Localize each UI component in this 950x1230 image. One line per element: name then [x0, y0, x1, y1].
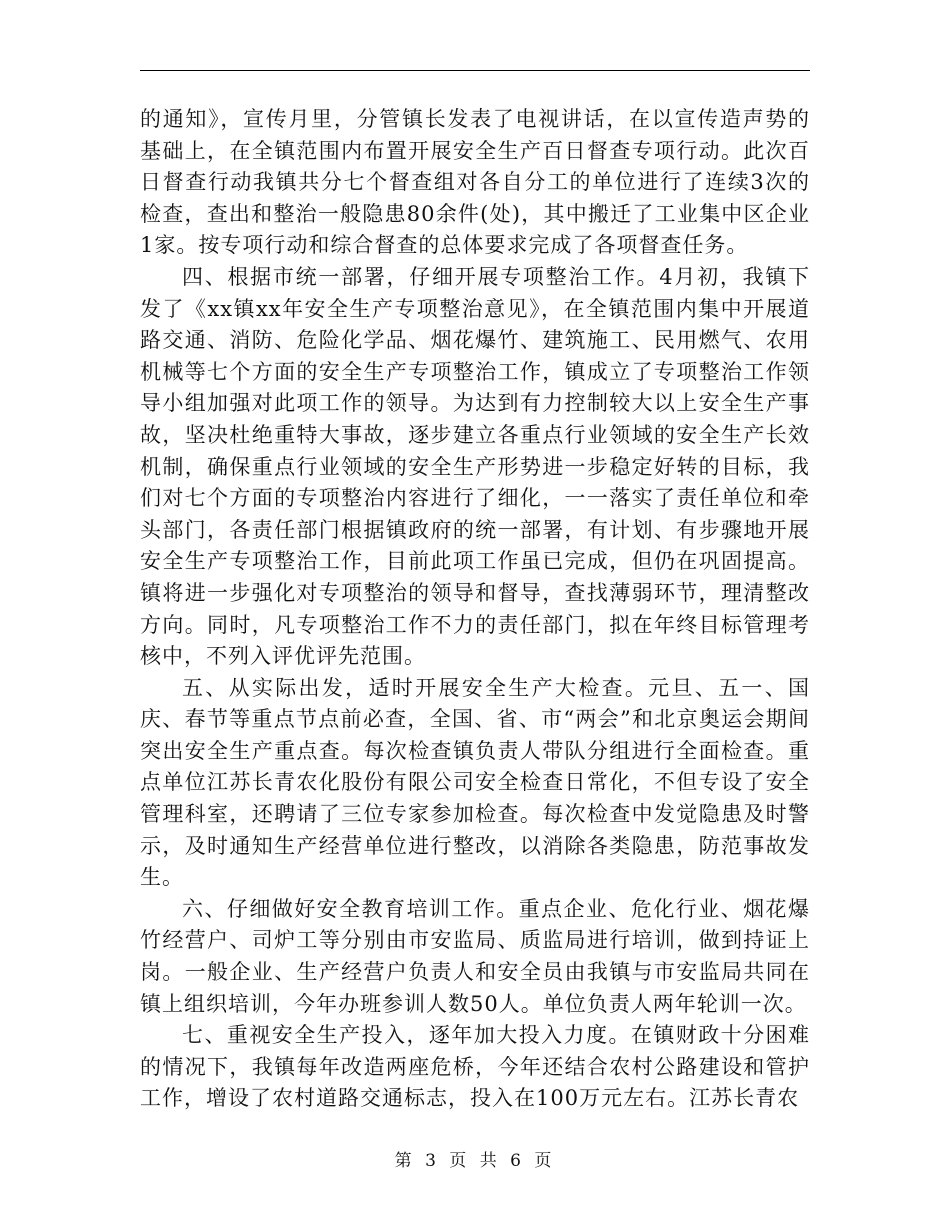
paragraph-2: 四、根据市统一部署，仔细开展专项整治工作。4月初，我镇下发了《xx镇xx年安全生产专项整治意见》，在全镇范围内集中开展道路交通、消防、危险化学品、烟花爆竹、建筑施工、民用燃气、农用机械等七个方面的安全生产专项整治工作，镇成立了专项整治工作领导小组加强对此项工作的领导。为达到有力控制较大以上安全生产事故，坚决杜绝重特大事故，逐步建立各重点行业领域的安全生产长效机制，确保重点行业领域的安全生产形势进一步稳定好转的目标，我们对七个方面的专项整治内容进行了细化，一一落实了责任单位和牵头部门，各责任部门根据镇政府的统一部署，有计划、有步骤地开展安全生产专项整治工作，目前此项工作虽已完成，但仍在巩固提高。镇将进一步强化对专项整治的领导和督导，查找薄弱环节，理清整改方向。同时，凡专项整治工作不力的责任部门，拟在年终目标管理考核中，不列入评优评先范围。: [140, 264, 810, 669]
header-rule: [140, 70, 810, 71]
paragraph-3: 五、从实际出发，适时开展安全生产大检查。元旦、五一、国庆、春节等重点节点前必查，全国、省、市“两会”和北京奥运会期间突出安全生产重点查。每次检查镇负责人带队分组进行全面检查。重点单位江苏长青农化股份有限公司安全检查日常化，不但专设了安全管理科室，还聘请了三位专家参加检查。每次检查中发觉隐患及时警示，及时通知生产经营单位进行整改，以消除各类隐患，防范事故发生。: [140, 675, 810, 890]
paragraph-5: 七、重视安全生产投入，逐年加大投入力度。在镇财政十分困难的情况下，我镇每年改造两座危桥，今年还结合农村公路建设和管护工作，增设了农村道路交通标志，投入在100万元左右。江苏长青农: [140, 1023, 810, 1111]
paragraph-4: 六、仔细做好安全教育培训工作。重点企业、危化行业、烟花爆竹经营户、司炉工等分别由市安监局、质监局进行培训，做到持证上岗。一般企业、生产经营户负责人和安全员由我镇与市安监局共同在镇上组织培训，今年办班参训人数50人。单位负责人两年轮训一次。: [140, 896, 810, 1016]
page-number-footer: 第 3 页 共 6 页: [394, 1151, 556, 1171]
document-body: [140, 104, 810, 1115]
paragraph-1: 的通知》，宣传月里，分管镇长发表了电视讲话，在以宣传造声势的基础上，在全镇范围内布置开展安全生产百日督查专项行动。此次百日督查行动我镇共分七个督查组对各自分工的单位进行了连续3次的检查，查出和整治一般隐患80余件(处)，其中搬迁了工业集中区企业1家。按专项行动和综合督查的总体要求完成了各项督查任务。: [140, 107, 810, 258]
